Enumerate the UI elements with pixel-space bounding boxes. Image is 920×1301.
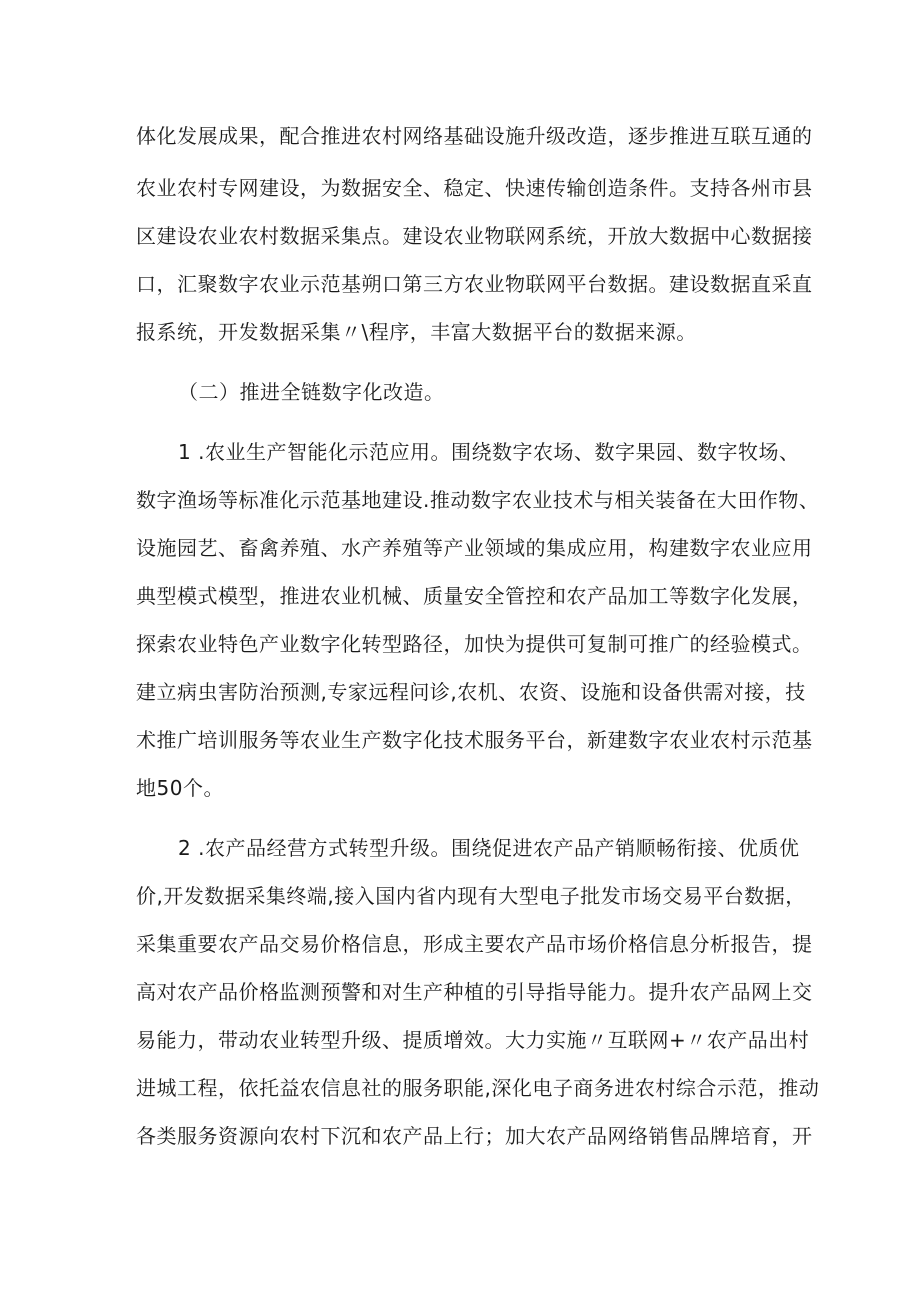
text-line: 进城工程，依托益农信息社的服务职能,深化电子商务进农村综合示范，推动 <box>136 1076 820 1100</box>
text-line: 采集重要农产品交易价格信息，形成主要农产品市场价格信息分析报告，提 <box>136 932 813 956</box>
text-line: 术推广培训服务等农业生产数字化技术服务平台，新建数字农业农村示范基 <box>136 728 813 752</box>
text-line: 价,开发数据采集终端,接入国内省内现有大型电子批发市场交易平台数据， <box>136 884 806 908</box>
text-line: 探索农业特色产业数字化转型路径，加快为提供可复制可推广的经验模式。 <box>136 632 813 656</box>
text-line: 口，汇聚数字农业示范基朔口第三方农业物联网平台数据。建设数据直采直 <box>136 272 813 296</box>
text-line: 设施园艺、畜禽养殖、水产养殖等产业领域的集成应用，构建数字农业应用 <box>136 536 813 560</box>
text-line: 高对农产品价格监测预警和对生产种植的引导指导能力。提升农产品网上交 <box>136 980 813 1004</box>
text-line: 各类服务资源向农村下沉和农产品上行；加大农产品网络销售品牌培育，开 <box>136 1124 813 1148</box>
text-line: 体化发展成果，配合推进农村网络基础设施升级改造，逐步推进互联互通的 <box>136 124 813 148</box>
text-line: 易能力，带动农业转型升级、提质增效。大力实施〃互联网+〃农产品出村 <box>136 1028 810 1052</box>
text-line: 报系统，开发数据采集〃\程序，丰富大数据平台的数据来源。 <box>136 320 697 344</box>
text-line: 农业农村专网建设，为数据安全、稳定、快速传输创造条件。支持各州市县 <box>136 176 813 200</box>
text-line: 典型模式模型，推进农业机械、质量安全管控和农产品加工等数字化发展， <box>136 584 813 608</box>
text-line: 建立病虫害防治预测,专家远程问诊,农机、农资、设施和设备供需对接，技 <box>136 680 806 704</box>
text-line: 2 .农产品经营方式转型升级。围绕促进农产品产销顺畅衔接、优质优 <box>178 836 800 860</box>
text-line: 数字渔场等标准化示范基地建设.推动数字农业技术与相关装备在大田作物、 <box>136 488 820 512</box>
text-line: 1 .农业生产智能化示范应用。围绕数字农场、数字果园、数字牧场、 <box>178 440 800 464</box>
section-heading: （二）推进全链数字化改造。 <box>178 380 445 404</box>
text-line: 区建设农业农村数据采集点。建设农业物联网系统，开放大数据中心数据接 <box>136 224 813 248</box>
text-line: 地50个。 <box>136 776 224 800</box>
